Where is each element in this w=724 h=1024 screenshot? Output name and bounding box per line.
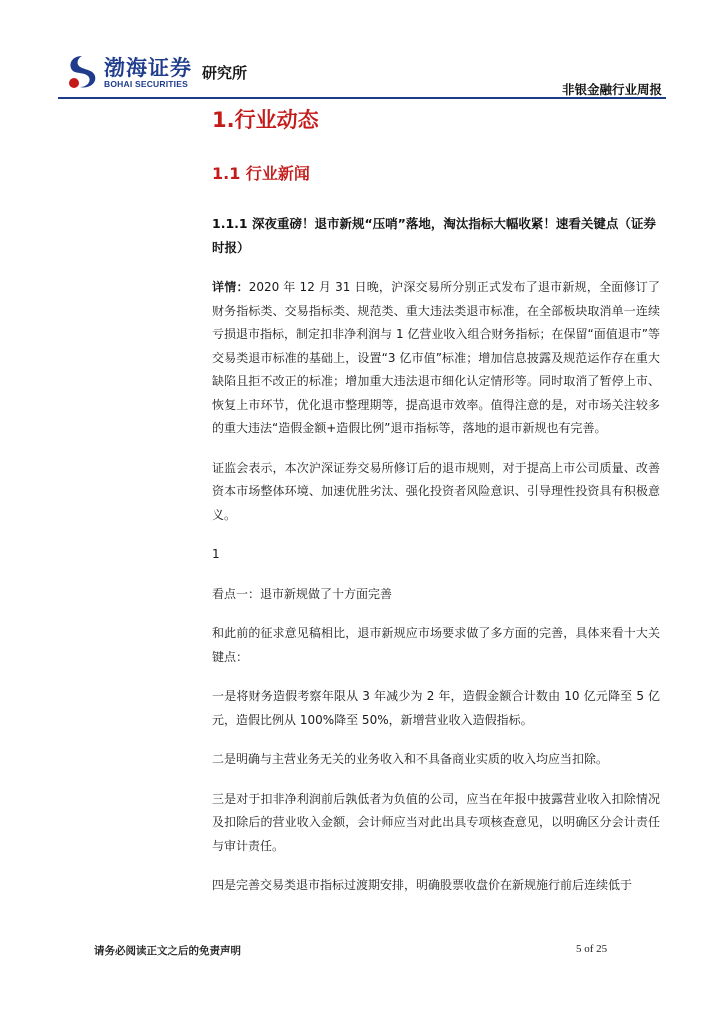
intro-paragraph: 和此前的征求意见稿相比，退市新规应市场要求做了多方面的完善，具体来看十大关键点： (212, 626, 660, 664)
details-label: 详情： (212, 280, 249, 294)
header-divider (58, 97, 666, 99)
point-paragraph-4: 四是完善交易类退市指标过渡期安排，明确股票收盘价在新规施行前后连续低于 (212, 878, 633, 892)
news-title: 1.1.1 深夜重磅！退市新规“压哨”落地，淘汰指标大幅收紧！速看关键点（证券时报） (212, 216, 656, 255)
institute-label: 研究所 (202, 64, 248, 82)
page-number: 5 of 25 (576, 943, 608, 955)
report-type: 非银金融行业周报 (561, 82, 662, 97)
subsection-heading: 1.1 行业新闻 (212, 164, 310, 183)
point-one-heading: 看点一：退市新规做了十方面完善 (212, 586, 393, 601)
details-paragraph (212, 276, 660, 441)
main-content (212, 104, 660, 898)
section-heading: 1.行业动态 (212, 108, 319, 132)
bohai-swoosh-icon (66, 54, 98, 90)
csrc-paragraph: 证监会表示，本次沪深证券交易所修订后的退市规则，对于提高上市公司质量、改善资本市场整体环境、加速优胜劣汰、强化投资者风险意识、引导理性投资具有积极意义。 (212, 460, 660, 522)
point-paragraph-3: 三是对于扣非净利润前后孰低者为负值的公司，应当在年报中披露营业收入扣除情况及扣除后的营业收入金额，会计师应当对此出具专项核查意见，以明确区分会计责任与审计责任。 (212, 791, 660, 853)
page-header (0, 0, 724, 100)
footer-disclaimer: 请务必阅读正文之后的免责声明 (94, 945, 241, 957)
logo-text-en: BOHAI SECURITIES (104, 79, 188, 89)
point-paragraph-2: 二是明确与主营业务无关的业务收入和不具备商业实质的收入均应当扣除。 (212, 752, 609, 766)
number-marker: 1 (212, 547, 220, 561)
logo-text-cn: 渤海证券 (104, 55, 192, 80)
point-paragraph-1: 一是将财务造假考察年限从 3 年减少为 2 年，造假金额合计数由 10 亿元降至 5 亿元，造假比例从 100%降至 50%，新增营业收入造假指标。 (212, 689, 660, 727)
details-text: 2020 年 12 月 31 日晚，沪深交易所分别正式发布了退市新规，全面修订了财务指标类、交易指标类、规范类、重大违法类退市标准，在全部板块取消单一连续亏损退市指标，制定扣非净利润与 1 亿营业收入组合财务指标；在保留“面值退市”等交易类退市标准的基础上，设置“3 亿市值”标准；增加信息披露及规范运作存在重大缺陷且拒不改正的标准；增加重大违法退市细化认定情形等。同时取消了暂停上市、恢复上市环节，优化退市整理期等，提高退市效率。值得注意的是，对市场关注较多的重大违法“造假金额+造假比例”退市指标等，落地的退市新规也有完善。 (212, 280, 660, 435)
